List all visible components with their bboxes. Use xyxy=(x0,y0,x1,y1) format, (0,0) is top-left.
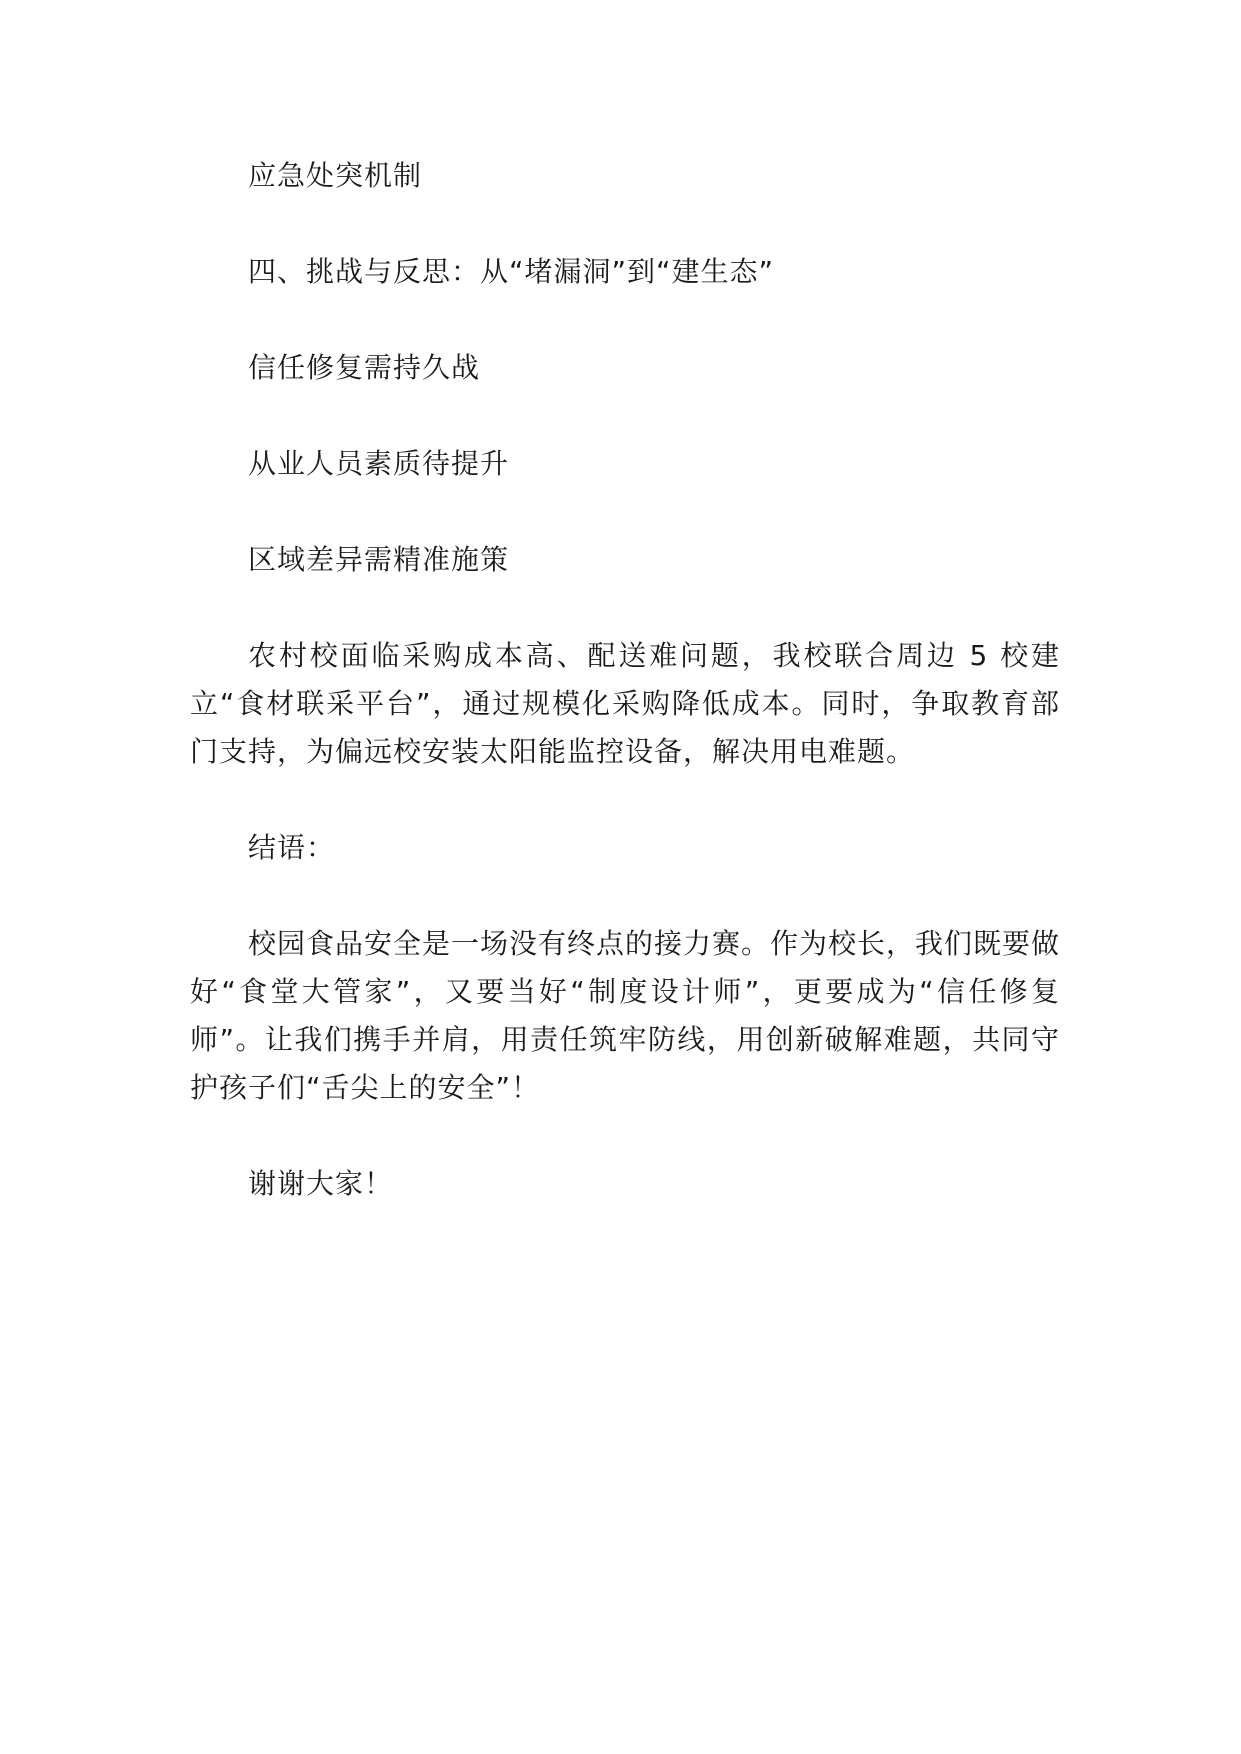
paragraph-conclusion: 校园食品安全是一场没有终点的接力赛。作为校长，我们既要做好“食堂大管家”，又要当好“制度设计师”，更要成为“信任修复师”。让我们携手并肩，用责任筑牢防线，用创新破解难题，共同守护孩子们“舌尖上的安全”！ xyxy=(190,927,1061,1104)
subheading-staff-quality: 从业人员素质待提升 xyxy=(248,447,510,480)
subheading-trust-repair: 信任修复需持久战 xyxy=(248,351,481,384)
subheading-regional-differences: 区域差异需精准施策 xyxy=(248,543,510,576)
closing-thanks: 谢谢大家！ xyxy=(248,1167,394,1200)
document-body xyxy=(190,152,1060,1208)
section-heading-challenges: 四、挑战与反思：从“堵漏洞”到“建生态” xyxy=(248,255,775,288)
paragraph-rural-schools: 农村校面临采购成本高、配送难问题，我校联合周边 5 校建立“食材联采平台”，通过规模化采购降低成本。同时，争取教育部门支持，为偏远校安装太阳能监控设备，解决用电难题。 xyxy=(190,639,1060,768)
heading-conclusion: 结语： xyxy=(248,831,336,864)
heading-emergency-mechanism: 应急处突机制 xyxy=(248,159,423,192)
